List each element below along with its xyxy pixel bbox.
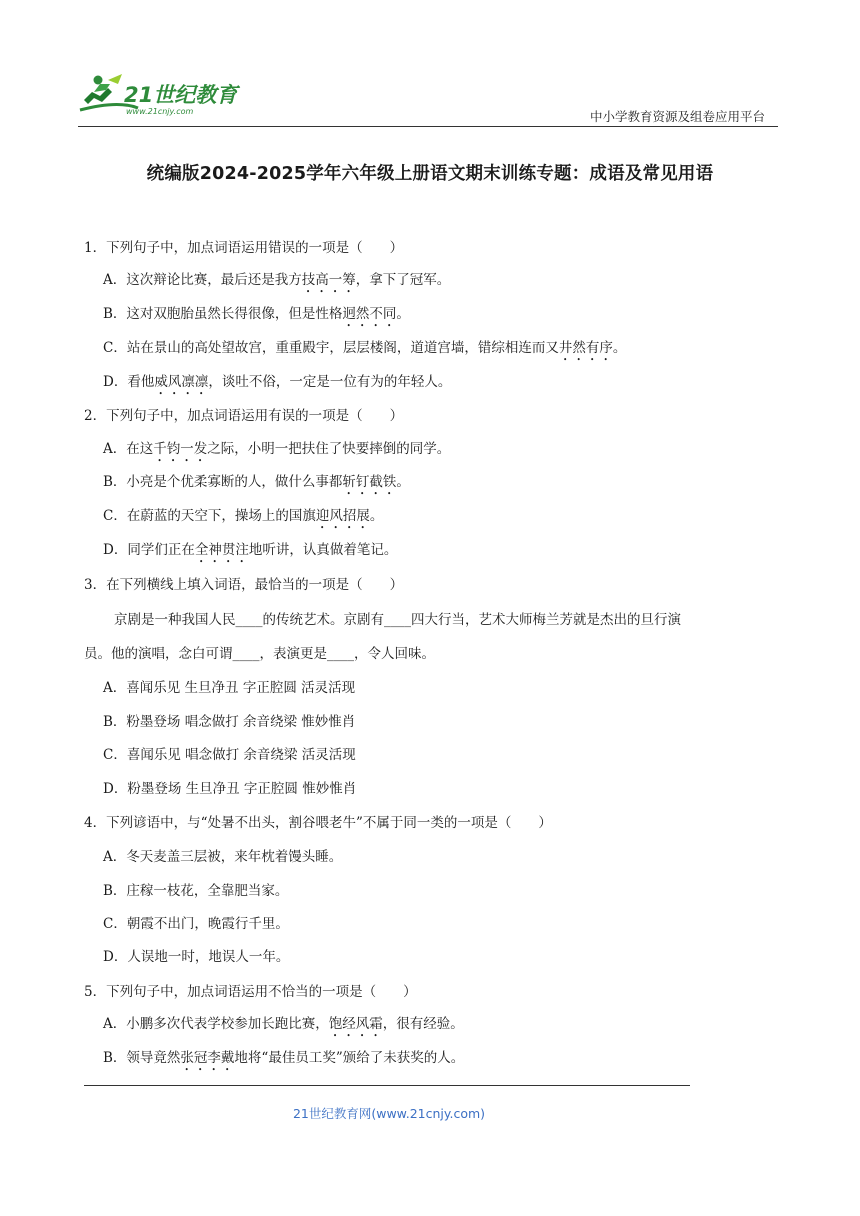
q1-option-a: A．这次辩论比赛，最后还是我方技高一筹，拿下了冠军。	[103, 272, 451, 288]
q5-option-a: A．小鹏多次代表学校参加长跑比赛，饱经风霜，很有经验。	[103, 1016, 464, 1032]
q2-option-a: A．在这千钧一发之际，小明一把扶住了快要摔倒的同学。	[103, 441, 451, 457]
q2-option-b: B．小亮是个优柔寡断的人，做什么事都斩钉截铁。	[103, 474, 410, 490]
footer-divider	[84, 1085, 690, 1086]
document-title: 统编版2024-2025学年六年级上册语文期末训练专题：成语及常见用语	[146, 164, 714, 184]
header-divider	[78, 126, 778, 127]
logo-url: www.21cnjy.com	[126, 107, 194, 116]
platform-name: 中小学教育资源及组卷应用平台	[590, 109, 766, 124]
q3-option-b: B．粉墨登场 唱念做打 余音绕梁 惟妙惟肖	[103, 714, 356, 730]
site-logo[interactable]	[78, 70, 248, 118]
q2-option-d: D．同学们正在全神贯注地听讲，认真做着笔记。	[103, 542, 398, 558]
q1-option-c: C．站在景山的高处望故宫，重重殿宇，层层楼阁，道道宫墙，错综相连而又井然有序。	[103, 340, 627, 356]
question-3-stem: 3．在下列横线上填入词语，最恰当的一项是（ ）	[84, 577, 404, 593]
question-2-stem: 2．下列句子中，加点词语运用有误的一项是（ ）	[84, 408, 404, 424]
q1-option-b: B．这对双胞胎虽然长得很像，但是性格迥然不同。	[103, 306, 410, 322]
question-5-stem: 5．下列句子中，加点词语运用不恰当的一项是（ ）	[84, 984, 417, 1000]
q4-option-a: A．冬天麦盖三层被，来年枕着馒头睡。	[103, 849, 343, 865]
q2-option-c: C．在蔚蓝的天空下，操场上的国旗迎风招展。	[103, 508, 384, 524]
q3-passage-line-2: 员。他的演唱，念白可谓____，表演更是____，令人回味。	[84, 646, 435, 662]
footer-link[interactable]: 21世纪教育网(www.21cnjy.com)	[292, 1106, 486, 1121]
q4-option-b: B．庄稼一枝花，全靠肥当家。	[103, 883, 289, 899]
q3-option-d: D．粉墨登场 生旦净丑 字正腔圆 惟妙惟肖	[103, 781, 357, 797]
runner-logo-icon	[78, 70, 248, 118]
q3-option-a: A．喜闻乐见 生旦净丑 字正腔圆 活灵活现	[103, 680, 356, 696]
q1-option-d: D．看他威风凛凛，谈吐不俗，一定是一位有为的年轻人。	[103, 374, 452, 390]
q4-option-c: C．朝霞不出门，晚霞行千里。	[103, 916, 289, 932]
logo-text: 21世纪教育	[124, 83, 238, 107]
q3-option-c: C．喜闻乐见 唱念做打 余音绕梁 活灵活现	[103, 747, 356, 763]
q5-option-b: B．领导竟然张冠李戴地将“最佳员工奖”颁给了未获奖的人。	[103, 1050, 465, 1066]
q3-passage-line-1: 京剧是一种我国人民____的传统艺术。京剧有____四大行当，艺术大师梅兰芳就是杰出的旦行演	[114, 612, 681, 628]
q4-option-d: D．人误地一时，地误人一年。	[103, 949, 290, 965]
question-4-stem: 4．下列谚语中，与“处暑不出头，割谷喂老牛”不属于同一类的一项是（ ）	[84, 815, 552, 831]
question-1-stem: 1．下列句子中，加点词语运用错误的一项是（ ）	[84, 240, 404, 256]
